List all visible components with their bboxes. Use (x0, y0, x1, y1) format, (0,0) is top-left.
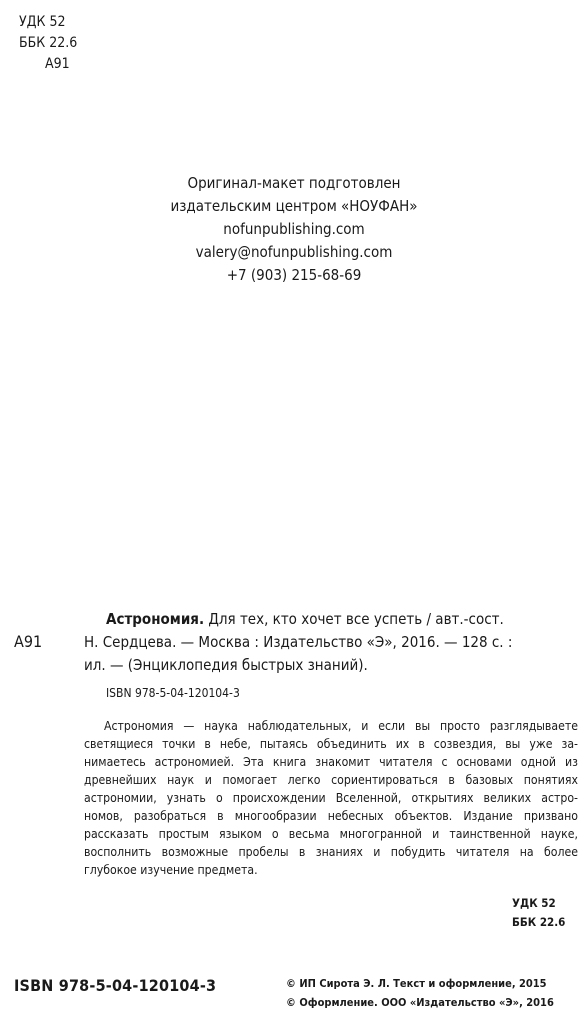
copyright-design: © Оформление. ООО «Издательство «Э», 2016 (286, 996, 554, 1009)
bbk-code: ББК 22.6 (19, 35, 78, 51)
udk-code: УДК 52 (19, 14, 66, 30)
footer-bbk: ББК 22.6 (512, 915, 566, 929)
book-title: Астрономия. (106, 610, 205, 628)
biblio-line3: ил. — (Энциклопедия быстрых знаний). (84, 656, 368, 674)
footer-codes (512, 894, 565, 932)
annotation-line: рассказать простым языком о весьма многогранной и таинственной науке, (84, 827, 578, 841)
imprint-site: nofunpublishing.com (223, 220, 365, 238)
annotation-line: астрономии, узнать о происхождении Вселенной, открытиях великих астро- (84, 791, 578, 805)
isbn-main: ISBN 978-5-04-120104-3 (14, 976, 217, 995)
author-mark-side: А91 (14, 632, 43, 651)
annotation-line: древнейших наук и помогает легко сориентироваться в базовых понятиях (84, 773, 578, 787)
annotation-line: светящиеся точки в небе, пытаясь объединить их в созвездия, вы уже за- (84, 737, 578, 751)
imprint-line1: Оригинал-макет подготовлен (187, 174, 401, 192)
annotation-line: нимаетесь астрономией. Эта книга знакомит читателя с основами одной из (84, 755, 578, 769)
annotation-line: Астрономия — наука наблюдательных, и если вы просто разглядываете (104, 719, 578, 733)
biblio-line1 (106, 608, 576, 631)
isbn-record: ISBN 978-5-04-120104-3 (106, 686, 240, 700)
annotation-line: номов, разобраться в многообразии небесных объектов. Издание призвано (84, 809, 578, 823)
biblio-line1-rest: Для тех, кто хочет все успеть / авт.-сост. (208, 610, 504, 628)
imprint-line2: издательским центром «НОУФАН» (170, 197, 418, 215)
annotation (84, 717, 578, 879)
annotation-line: глубокое изучение предмета. (84, 863, 258, 877)
copyright-block (286, 974, 554, 1012)
annotation-line: восполнить возможные пробелы в знаниях и побудить читателя на более (84, 845, 578, 859)
footer-udk: УДК 52 (512, 896, 556, 910)
imprint-phone: +7 (903) 215-68-69 (226, 266, 362, 284)
biblio-line2: Н. Сердцева. — Москва : Издательство «Э», 2016. — 128 с. : (84, 633, 513, 651)
imprint-block (0, 172, 588, 287)
bibliographic-record (84, 608, 576, 677)
classification-codes (19, 12, 77, 75)
author-mark: А91 (45, 56, 70, 72)
imprint-email: valery@nofunpublishing.com (195, 243, 393, 261)
copyright-text: © ИП Сирота Э. Л. Текст и оформление, 2015 (286, 977, 547, 990)
